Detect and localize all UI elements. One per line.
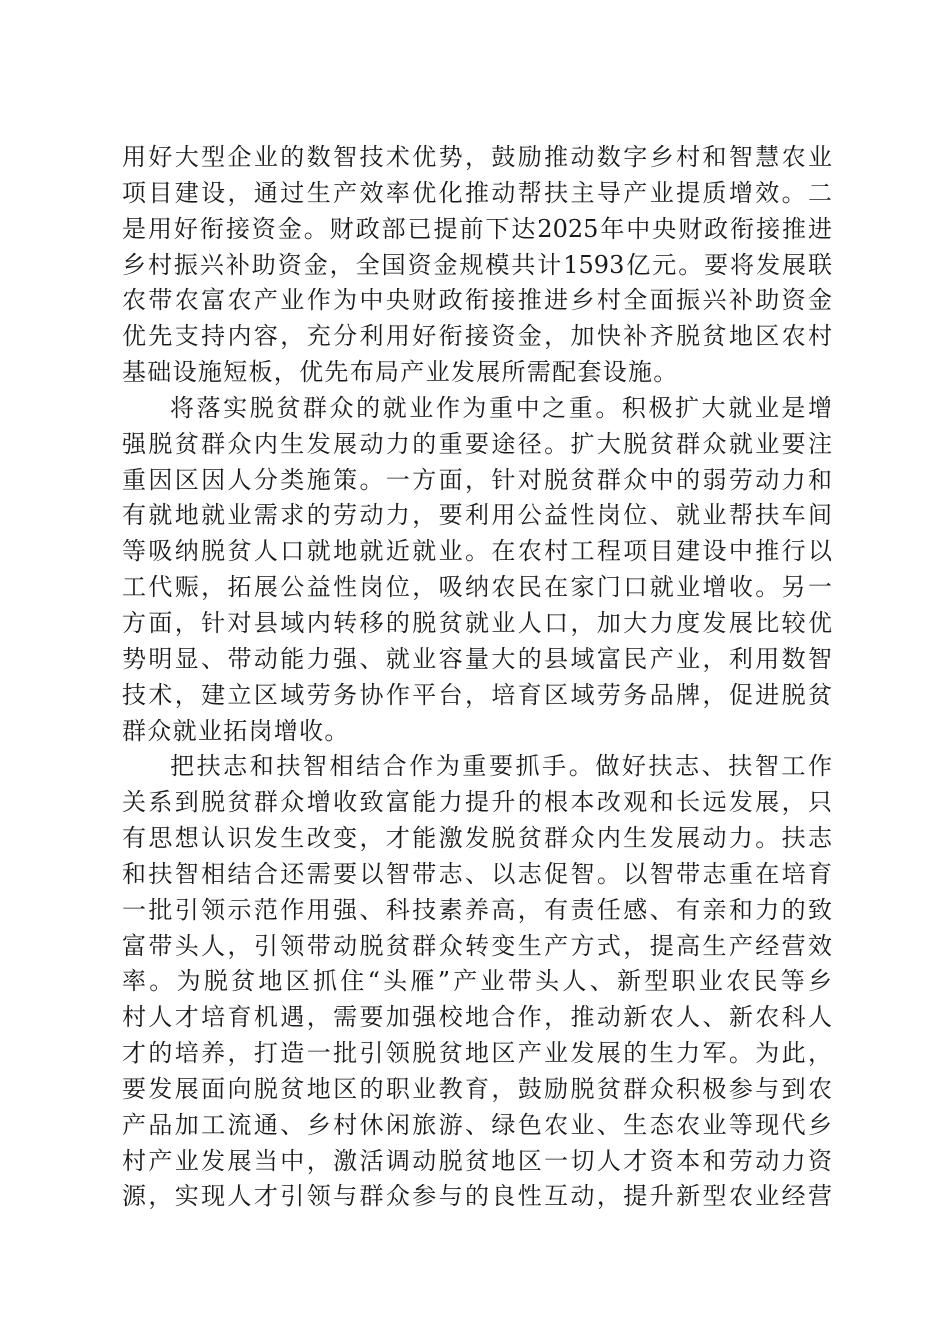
paragraph-start-line: 将落实脱贫群众的就业作为重中之重。积极扩大就业是增 — [170, 393, 832, 422]
text-line: 工代赈，拓展公益性岗位，吸纳农民在家门口就业增收。另一 — [122, 573, 832, 602]
paragraph-start-line: 把扶志和扶智相结合作为重要抓手。做好扶志、扶智工作 — [170, 752, 832, 781]
body-text — [122, 140, 832, 1215]
text-line: 村产业发展当中，激活调动脱贫地区一切人才资本和劳动力资 — [122, 1146, 832, 1175]
text-line: 关系到脱贫群众增收致富能力提升的根本改观和长远发展，只 — [122, 788, 832, 817]
text-line: 村人才培育机遇，需要加强校地合作，推动新农人、新农科人 — [122, 1003, 832, 1032]
text-line: 产品加工流通、乡村休闲旅游、绿色农业、生态农业等现代乡 — [122, 1110, 832, 1139]
text-line: 势明显、带动能力强、就业容量大的县域富民产业，利用数智 — [122, 644, 832, 673]
text-line: 项目建设，通过生产效率优化推动帮扶主导产业提质增效。二 — [122, 178, 832, 207]
text-line: 富带头人，引领带动脱贫群众转变生产方式，提高生产经营效 — [122, 931, 832, 960]
text-line: 和扶智相结合还需要以智带志、以志促智。以智带志重在培育 — [122, 859, 832, 888]
text-line: 率。为脱贫地区抓住“头雁”产业带头人、新型职业农民等乡 — [122, 967, 832, 996]
text-line: 源，实现人才引领与群众参与的良性互动，提升新型农业经营 — [122, 1182, 832, 1211]
text-line: 有思想认识发生改变，才能激发脱贫群众内生发展动力。扶志 — [122, 824, 832, 853]
text-line: 乡村振兴补助资金，全国资金规模共计1593亿元。要将发展联 — [122, 250, 832, 279]
text-line: 才的培养，打造一批引领脱贫地区产业发展的生力军。为此， — [122, 1039, 832, 1068]
text-line: 农带农富农产业作为中央财政衔接推进乡村全面振兴补助资金 — [122, 286, 832, 315]
text-line: 要发展面向脱贫地区的职业教育，鼓励脱贫群众积极参与到农 — [122, 1074, 832, 1103]
text-line: 技术，建立区域劳务协作平台，培育区域劳务品牌，促进脱贫 — [122, 680, 832, 709]
paragraph-end-line: 群众就业拓岗增收。 — [122, 716, 350, 745]
text-line: 重因区因人分类施策。一方面，针对脱贫群众中的弱劳动力和 — [122, 465, 832, 494]
text-line: 用好大型企业的数智技术优势，鼓励推动数字乡村和智慧农业 — [122, 143, 832, 171]
text-line: 优先支持内容，充分利用好衔接资金，加快补齐脱贫地区农村 — [122, 322, 832, 351]
text-line: 方面，针对县域内转移的脱贫就业人口，加大力度发展比较优 — [122, 608, 832, 637]
text-line: 等吸纳脱贫人口就地就近就业。在农村工程项目建设中推行以 — [122, 537, 832, 566]
text-line: 一批引领示范作用强、科技素养高，有责任感、有亲和力的致 — [122, 895, 832, 924]
text-line: 有就地就业需求的劳动力，要利用公益性岗位、就业帮扶车间 — [122, 501, 832, 530]
text-line: 是用好衔接资金。财政部已提前下达2025年中央财政衔接推进 — [122, 214, 832, 243]
text-line: 强脱贫群众内生发展动力的重要途径。扩大脱贫群众就业要注 — [122, 429, 832, 458]
paragraph-end-line: 基础设施短板，优先布局产业发展所需配套设施。 — [122, 358, 679, 387]
